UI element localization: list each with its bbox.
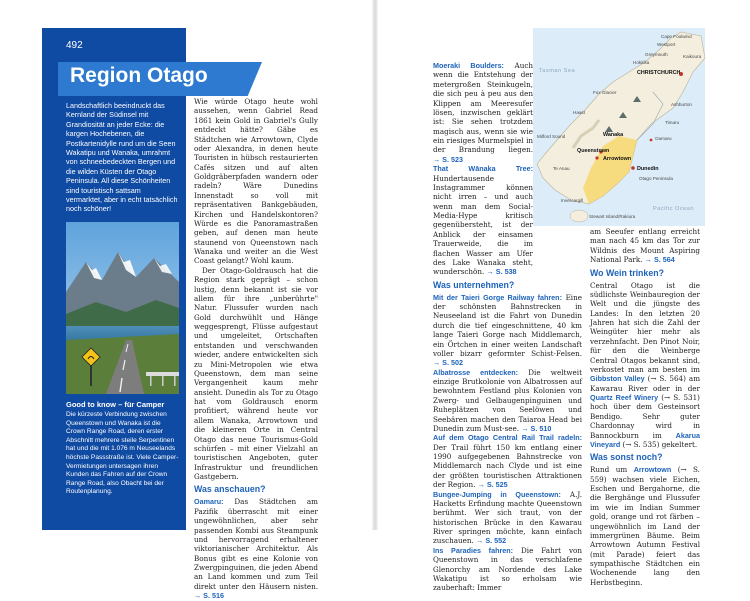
column-intro [194,97,318,601]
text-rail-trail: Der Trail führt 150 km entlang einer 1990 aufgegebenen Bahnstrecke von Middlemarch nach Clyde und ist eine der größten touristischen Attraktionen der Region. [433,442,582,490]
map-label-arrowtown: Arrowtown [603,156,632,162]
link-albatross[interactable]: → S. 510 [521,423,552,433]
term-rail-trail: Auf dem Otago Central Rail Trail radeln: [433,433,582,443]
text-taieri: Eine der schönsten Bahnstrecken in Neuseeland ist die Fahrt von Dunedin durch die tief eingeschnittene, 40 km lange Taieri Gorge nach Middlemarch, ein Örtchen in einer weiten Landschaft voller bizarr geformter Schist-Felsen. [433,292,582,358]
heading-sights: Was anschauen? [194,484,266,495]
map-label-westport: Westport [657,42,676,47]
text-wanaka-tree: Hundertausende Instagrammer können nicht irren – und auch wenn man dem Social-Media-Hype kritisch gegenübersteht, ist der Anblick der einsamen Trauerweide, die im flachen Wasser am Ufer des Lake Wanaka steht, wunderschön. [433,173,533,277]
map-label-kaikoura: Kaikoura [683,54,702,59]
term-akarua: Akarua Vineyard [590,430,700,449]
term-moeraki: Moeraki Boulders: [433,61,504,70]
map-label-invercargill: Invercargill [561,198,584,203]
map-label-stewart-island: Stewart Island/Rakiura [589,214,636,219]
heading-wine: Wo Wein trinken? [590,267,664,278]
text-sonst-b: wachsen viele Eichen, Eschen und Bergahorne, die die Berghänge und Flussufer im wie im Indian Summer gold, orange und rot färben – ungewöhnlich im Land der immergrünen Bäume. Beim Arrowtown Autumn Festival (mit Parade) feiert das sympathische Städtchen ein Wochenende lang den Herbstbeginn. [590,474,700,587]
page-title: Region Otago [70,64,208,87]
map-label-fox-glacier: Fox Glacier [593,90,617,95]
link-oamaru[interactable]: → S. 516 [194,591,224,601]
map-label-otago-peninsula: Otago Peninsula [639,176,673,181]
link-wanaka-tree[interactable]: → S. 538 [486,267,517,277]
map-label-wanaka: Wanaka [603,132,624,138]
column-wine [590,227,700,587]
text-sonst-a: Rund um [590,465,628,475]
mountain-road-photo [66,222,179,394]
term-quartz: Quartz Reef Winery [590,393,659,402]
term-gibbston: Gibbston Valley [590,374,645,384]
entry-arrowtown [590,465,700,587]
entry-wanaka-tree [433,164,533,277]
link-aspiring[interactable]: → S. 564 [644,255,675,265]
link-rail-trail[interactable]: → S. 525 [477,480,508,490]
paragraph-goldrush: Der Otago-Goldrausch hat die Region stark geprägt – schon lustig, denn bekannt ist sie vor allem für ihre „unberührte" Natur. Flussufer wurden nach Gold durchwühlt und Hänge weggesprengt, Flüsse aufgestaut und umgeleitet, Ortschaften entstanden und verschwanden wieder, andere entwickelten sich zu Mini-Metropolen wie etwa Queenstown, dem man seine Vergangenheit kaum mehr ansieht. Dunedin als Tor zu Otago hat vom Goldrausch enorm profitiert, während heute vor allem Wanaka, Arrowtown und die kleineren Orte in Central Otago das neue Tourismus-Gold schürfen – mit einer Vielzahl an touristischen Angeboten, guter Infrastruktur und freundlichen Gastgebern. [194,265,318,481]
map-label-te-anau: Te Anau [553,166,570,171]
text-bungee: A.J. Hacketts Erfindung machte Queenstown berühmt. Wer sich traut, von der historischen Brücke in den Kawarau River springen möchte, kann einfach zuschauen. [433,489,582,546]
paragraph-history: Wie würde Otago heute wohl aussehen, wenn Gabriel Read 1861 kein Gold in Gabriel's Gully entdeckt hätte? Gäbe es Städtchen wie Arrowtown, Clyde oder Alexandra, in denen heute Touristen in hübsch restaurierten Cafés sitzen und auf alten Goldgräberpfaden wandern oder radeln? Wäre Dunedins Innenstadt so voll mit repräsentativen Bankgebäuden, Kirchen und Handelskontoren? Würde es die Panoramastraßen geben, auf denen man heute staunend von Queenstown nach Wanaka und weiter an die West Coast gelangt? Wohl kaum. [194,97,318,266]
entry-taieri [433,293,582,368]
entry-oamaru [194,497,318,600]
ref-akarua[interactable]: (→ S. 535) [622,439,660,449]
entry-moeraki [433,61,533,164]
map-label-haast: Haast [573,110,586,115]
text-wine-a: Central Otago ist die südlichste Weinbauregion der Welt und die jüngste des Landes: In den letzten 20 Jahren hat sich die Zahl der Weingüter hier mehr als verzehnfacht. Den Pinot Noir, für den die Weinberge Central Otagos bekannt sind, verkostet man am besten im [590,280,700,374]
ref-gibbston[interactable]: (→ S. 564) [647,374,686,384]
map-south-island [533,28,705,226]
map-label-queenstown: Queenstown [577,148,610,154]
text-paradies-continued: am Seeufer entlang erreicht man nach 45 km das Tor zur Wildnis des Mount Aspiring National Park. [590,227,700,265]
term-paradies: Ins Paradies fahren: [433,545,514,555]
map-label-christchurch: CHRISTCHURCH [637,70,681,76]
entry-rail-trail [433,433,582,489]
link-taieri[interactable]: → S. 502 [433,358,463,368]
map-label-tasman-sea: Tasman Sea [539,68,576,74]
map-label-dunedin: Dunedin [637,166,659,172]
text-paradies: Die Fahrt von Queenstown in das verschlafene Glenorchy am Nordende des Lake Wakatipu ist so erholsam wie zauberhaft: Immer [433,545,582,593]
map-label-pacific-ocean: Pacific Ocean [653,206,695,212]
term-albatross: Albatrosse entdecken: [433,367,519,377]
text-wine-d: gekeltert. [661,439,698,449]
page-number: 492 [66,40,83,51]
camper-heading: Good to know – für Camper [66,400,165,409]
map-label-oamaru: Oamaru [655,136,672,141]
text-wine-c: hoch über dem Gesteinsort Bendigo. Sehr guter Chardonnay wird in Bannockburn im [590,402,700,440]
entry-wine [590,281,700,450]
term-oamaru: Oamaru: [194,497,224,507]
intro-text: Landschaftlich beeindruckt das Kernland der Südinsel mit Grandiosität an jeder Ecke: die kargen Hochebenen, die Postkartenidylle rund um die Seen Wakatipu und Wanaka, umrahmt von schneebedeckten Bergen und die wilden Küsten der Otago Peninsula. All diese Schönheiten sind touristisch sattsam vermarktet, aber in echt tatsächlich noch schöner! [66,101,178,214]
term-wanaka-tree: That Wānaka Tree: [433,164,533,174]
term-taieri: Mit der Taieri Gorge Railway fahren: [433,292,562,302]
text-moeraki: Auch wenn die Entstehung der metergroßen Steinkugeln, die sich peu à peu aus den Klippen am Meeresufer lösen, inzwischen geklärt ist: Sie sehen trotzdem magisch aus, wenn sie wie ein riesiges Murmelspiel in der Brandung liegen. [433,61,533,155]
mountain-road-illustration [66,222,179,394]
camper-text: Die kürzeste Verbindung zwischen Queenstown und Wanaka ist die Crown Range Road, deren erster Abschnitt mehrere steile Serpentinen hat und die mit 1.076 m Neuseelands höchste Passstraße ist. Viele Camper-Vermietungen untersagen ihren Kunden das Fahren auf der Crown Range Road, also Obacht bei der Routenplanung. [66,411,179,496]
entry-albatross [433,368,582,434]
link-bungee[interactable]: → S. 552 [476,536,507,546]
camper-info-box [66,400,179,497]
map-label-hokitika: Hokitika [633,60,650,65]
text-wine-b: am Kawarau River oder in der [590,374,701,393]
map-label-milford-sound: Milford Sound [537,134,566,139]
text-oamaru: Das Städtchen am Pazifik überrascht mit einer ungewöhnlichen, aber sehr passenden Kombi aus Steampunk und hervorragend erhaltener viktorianischer Architektur. Als Bonus gibt es eine Kolonie von Zwergpinguinen, die jeden Abend an Land kommen und zum Teil direkt unter den Häusern nisten. [194,497,318,591]
heading-activities: Was unternehmen? [433,279,515,290]
region-map [533,28,705,226]
map-label-cape-foulwind: Cape Foulwind [661,34,692,39]
ref-quartz[interactable]: (→ S. 531) [661,393,700,402]
link-moeraki[interactable]: → S. 523 [433,154,463,164]
map-label-ashburton: Ashburton [671,102,692,107]
entry-paradies-continued [590,227,700,265]
term-arrowtown: Arrowtown [633,465,672,475]
page-gutter [372,0,378,530]
entry-bungee [433,490,582,546]
heading-other: Was sonst noch? [590,452,663,463]
map-label-greymouth: Greymouth [645,52,668,57]
entry-paradies [433,546,582,593]
ref-arrowtown[interactable]: (→ S. 559) [590,465,700,484]
text-albatross: Die weltweit einzige Brutkolonie von Albatrossen auf bewohntem Festland plus Kolonien von Zwerg- und Gelbaugenpinguinen und Ruheplätzen von Seelöwen und Seebären machen den Taiaroa Head bei Dunedin zum Must-see. [433,367,582,433]
term-bungee: Bungee-Jumping in Queenstown: [433,489,561,499]
map-label-timaru: Timaru [665,120,680,125]
